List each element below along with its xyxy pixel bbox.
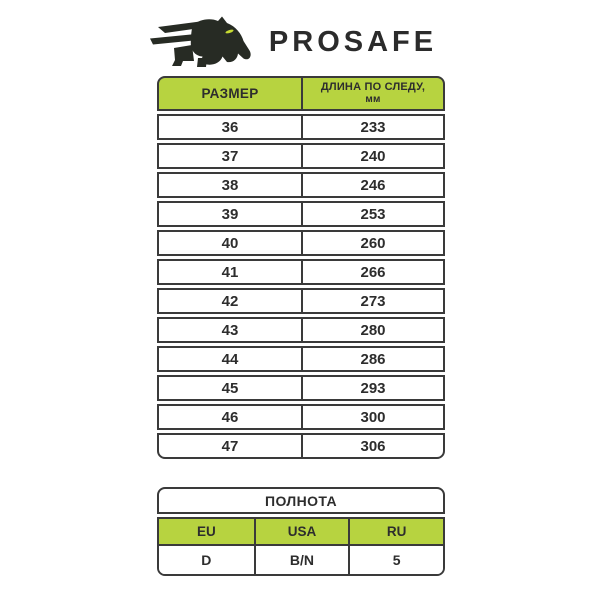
- size-table-row: [157, 346, 445, 372]
- size-table-row: [157, 201, 445, 227]
- size-value: 44: [221, 350, 239, 368]
- size-table-row: [157, 114, 445, 140]
- length-value: 300: [301, 406, 443, 428]
- size-value: 42: [221, 292, 239, 310]
- size-table-row: [157, 143, 445, 169]
- size-value: 47: [221, 437, 239, 455]
- size-value: 40: [221, 234, 239, 252]
- size-value: 39: [221, 205, 239, 223]
- size-table-row: [157, 375, 445, 401]
- length-value: 273: [301, 290, 443, 312]
- size-table-header-length: [301, 78, 443, 109]
- size-table-row: [157, 317, 445, 343]
- brand-name: PROSAFE: [268, 25, 438, 58]
- width-value-usa: B/N: [254, 546, 349, 574]
- size-table-row: [157, 259, 445, 285]
- width-header-usa: USA: [254, 519, 349, 544]
- width-header-ru: RU: [348, 519, 443, 544]
- rhino-logo-icon: [150, 16, 254, 68]
- size-table-row: [157, 172, 445, 198]
- width-table-values: [159, 546, 443, 574]
- length-value: 233: [301, 116, 443, 138]
- size-value: 36: [221, 118, 239, 136]
- header-length-line2: мм: [365, 94, 381, 106]
- width-table-body: [157, 517, 445, 576]
- length-value: 246: [301, 174, 443, 196]
- size-table-row: [157, 230, 445, 256]
- size-table: [157, 76, 445, 459]
- width-table-header: [159, 519, 443, 546]
- size-table-header-size: РАЗМЕР: [201, 86, 259, 101]
- size-value: 38: [221, 176, 239, 194]
- size-table-row: [157, 404, 445, 430]
- length-value: 286: [301, 348, 443, 370]
- length-value: 240: [301, 145, 443, 167]
- length-value: 306: [301, 435, 443, 457]
- size-value: 46: [221, 408, 239, 426]
- size-table-row: [157, 433, 445, 459]
- size-value: 43: [221, 321, 239, 339]
- size-value: 45: [221, 379, 239, 397]
- width-table: [157, 487, 445, 576]
- size-table-row: [157, 288, 445, 314]
- width-value-eu: D: [201, 552, 212, 568]
- width-table-title: ПОЛНОТА: [157, 487, 445, 514]
- brand-logo: [150, 16, 446, 68]
- length-value: 253: [301, 203, 443, 225]
- length-value: 266: [301, 261, 443, 283]
- header-length-line1: ДЛИНА ПО СЛЕДУ,: [320, 81, 426, 94]
- length-value: 280: [301, 319, 443, 341]
- width-header-eu: EU: [196, 524, 216, 539]
- length-value: 260: [301, 232, 443, 254]
- length-value: 293: [301, 377, 443, 399]
- size-value: 37: [221, 147, 239, 165]
- size-table-header: [157, 76, 445, 111]
- size-value: 41: [221, 263, 239, 281]
- width-value-ru: 5: [348, 546, 443, 574]
